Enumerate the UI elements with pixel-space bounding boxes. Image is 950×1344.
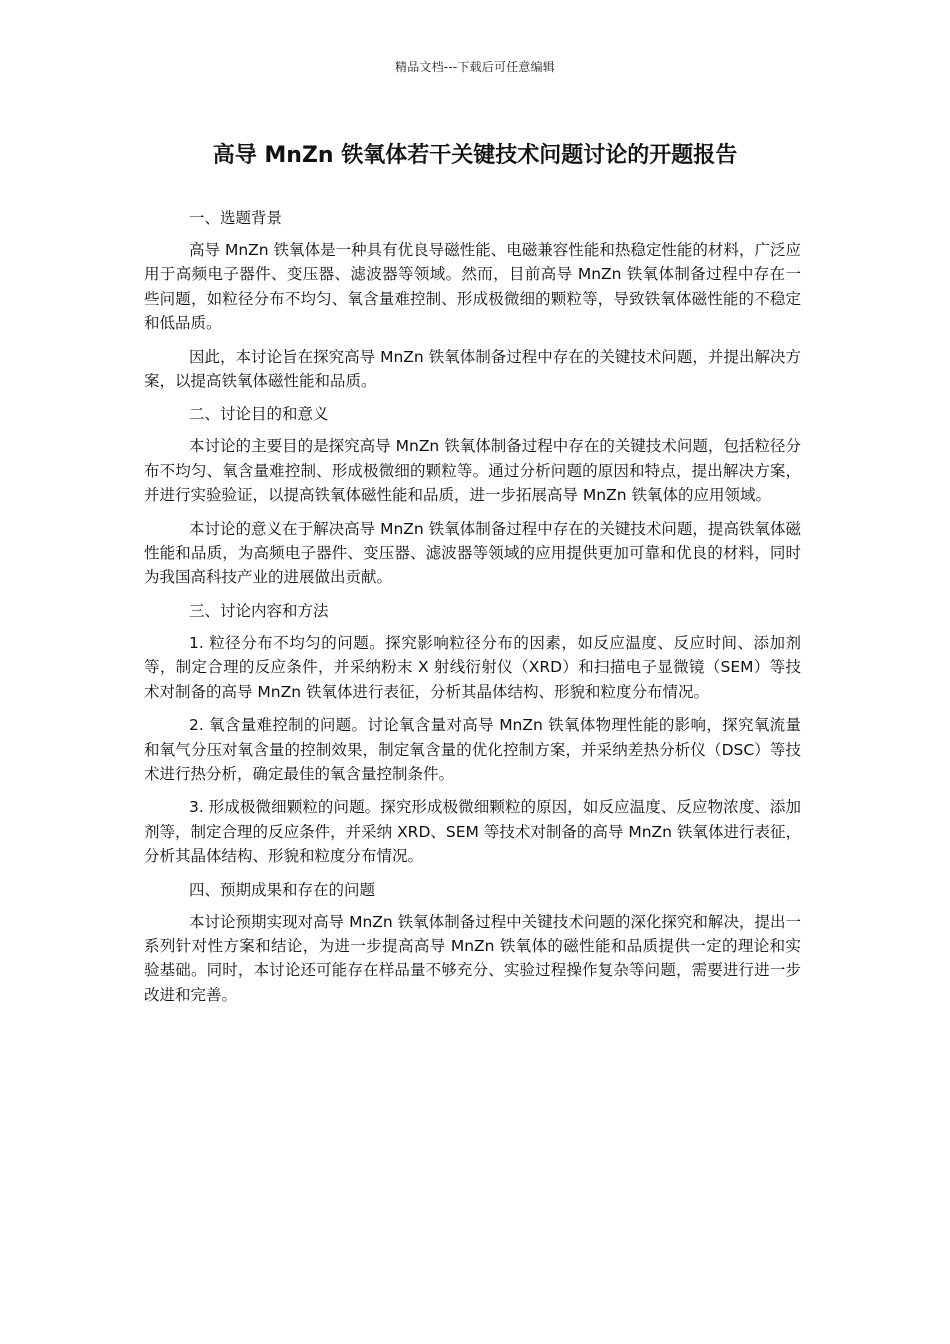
paragraph: 本讨论预期实现对高导 MnZn 铁氧体制备过程中关键技术问题的深化探究和解决，提出一系列针对性方案和结论，为进一步提高高导 MnZn 铁氧体的磁性能和品质提供一定的理论和实验基础。同时，本讨论还可能存在样品量不够充分、实验过程操作复杂等问题，需要进行进一步改进和完善。 [144,912,801,1004]
section-heading: 三、讨论内容和方法 [189,601,329,620]
section-content-methods [144,599,801,869]
section-heading: 二、讨论目的和意义 [189,405,329,424]
section-heading: 四、预期成果和存在的问题 [189,880,376,899]
section-purpose [144,402,801,589]
document-body [144,206,801,1016]
paragraph: 本讨论的意义在于解决高导 MnZn 铁氧体制备过程中存在的关键技术问题，提高铁氧体磁性能和品质，为高频电子器件、变压器、滤波器等领域的应用提供更加可靠和优良的材料，同时为我国高科技产业的进展做出贡献。 [144,519,801,587]
section-heading: 一、选题背景 [189,209,283,227]
document-title: 高导 MnZn 铁氧体若干关键技术问题讨论的开题报告 [212,143,738,168]
paragraph: 高导 MnZn 铁氧体是一种具有优良导磁性能、电磁兼容性能和热稳定性能的材料，广泛应用于高频电子器件、变压器、滤波器等领域。然而，目前高导 MnZn 铁氧体制备过程中存在一些问题，如粒径分布不均匀、氧含量难控制、形成极微细的颗粒等，导致铁氧体磁性能的不稳定和低品质。 [144,241,801,333]
paragraph: 2. 氧含量难控制的问题。讨论氧含量对高导 MnZn 铁氧体物理性能的影响，探究氧流量和氧气分压对氧含量的控制效果，制定氧含量的优化控制方案，并采纳差热分析仪（DSC）等技术进行热分析，确定最佳的氧含量控制条件。 [144,716,801,783]
header-note: 精品文档---下载后可任意编辑 [395,60,555,74]
paragraph: 3. 形成极微细颗粒的问题。探究形成极微细颗粒的原因，如反应温度、反应物浓度、添加剂等，制定合理的反应条件，并采纳 XRD、SEM 等技术对制备的高导 MnZn 铁氧体进行表征，分析其晶体结构、形貌和粒度分布情况。 [144,798,801,866]
paragraph: 因此，本讨论旨在探究高导 MnZn 铁氧体制备过程中存在的关键技术问题，并提出解决方案，以提高铁氧体磁性能和品质。 [144,347,801,391]
section-background [144,206,801,393]
paragraph: 本讨论的主要目的是探究高导 MnZn 铁氧体制备过程中存在的关键技术问题，包括粒径分布不均匀、氧含量难控制、形成极微细的颗粒等。通过分析问题的原因和特点，提出解决方案，并进行实验验证，以提高铁氧体磁性能和品质，进一步拓展高导 MnZn 铁氧体的应用领域。 [144,437,801,505]
section-expected-results [144,878,801,1008]
paragraph: 1. 粒径分布不均匀的问题。探究影响粒径分布的因素，如反应温度、反应时间、添加剂等，制定合理的反应条件，并采纳粉末 X 射线衍射仪（XRD）和扫描电子显微镜（SEM）等技术对制备的高导 MnZn 铁氧体进行表征，分析其晶体结构、形貌和粒度分布情况。 [144,633,801,701]
